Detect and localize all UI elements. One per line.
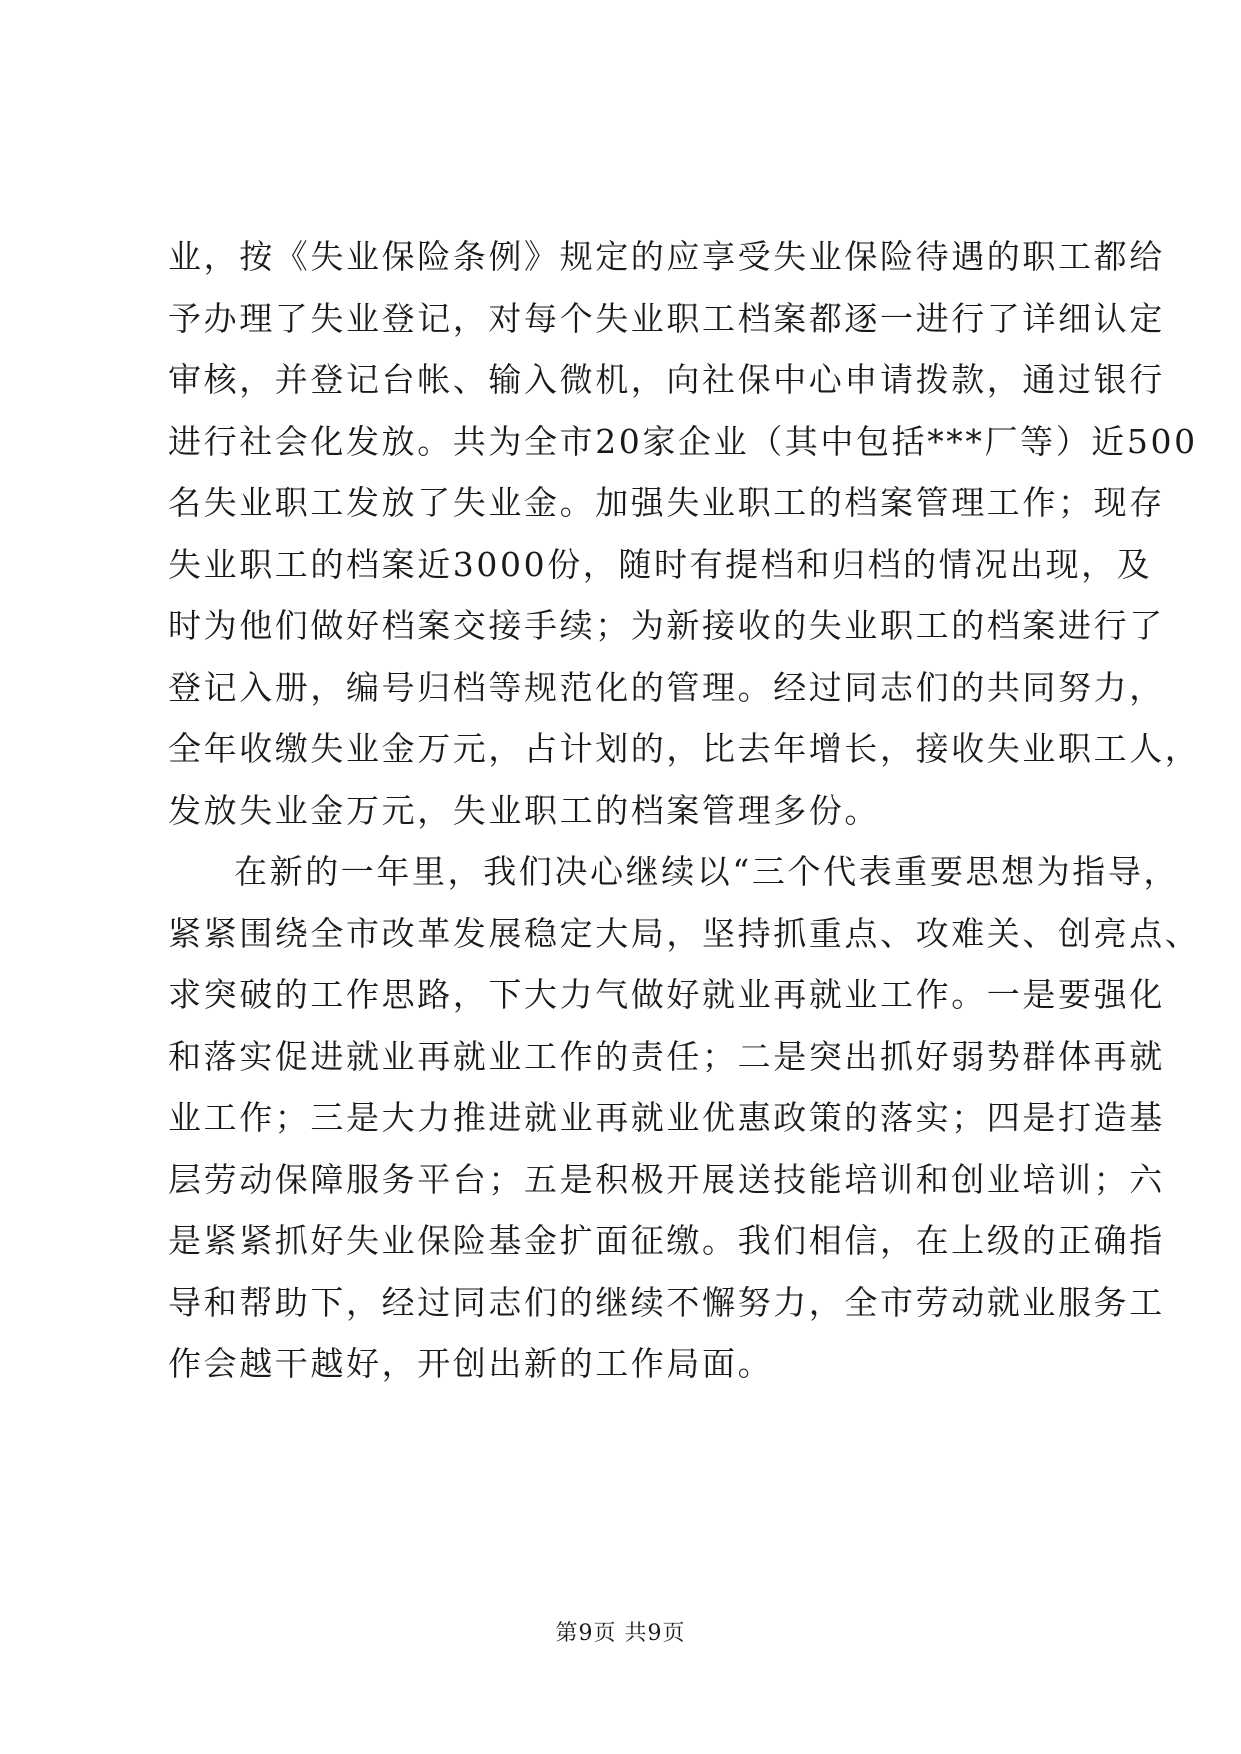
- text-line: 登记入册，编号归档等规范化的管理。经过同志们的共同努力，: [168, 667, 1165, 707]
- text-line: 发放失业金万元，失业职工的档案管理多份。: [168, 790, 880, 830]
- page-number-label: 第9页 共9页: [555, 1621, 686, 1646]
- text-line: 紧紧围绕全市改革发展稳定大局，坚持抓重点、攻难关、创亮点、: [168, 913, 1201, 953]
- text-line: 予办理了失业登记，对每个失业职工档案都逐一进行了详细认定: [168, 298, 1165, 338]
- text-line: 全年收缴失业金万元，占计划的，比去年增长，接收失业职工人，: [168, 729, 1201, 768]
- text-line: 审核，并登记台帐、输入微机，向社保中心申请拨款，通过银行: [168, 360, 1165, 399]
- text-line: 进行社会化发放。共为全市20家企业（其中包括***厂等）近500: [168, 421, 1198, 461]
- text-line: 层劳动保障服务平台；五是积极开展送技能培训和创业培训；六: [168, 1159, 1165, 1199]
- text-line: 时为他们做好档案交接手续；为新接收的失业职工的档案进行了: [168, 606, 1165, 645]
- text-line: 名失业职工发放了失业金。加强失业职工的档案管理工作；现存: [168, 483, 1165, 522]
- text-line: 业工作；三是大力推进就业再就业优惠政策的落实；四是打造基: [168, 1098, 1165, 1137]
- document-body: [168, 226, 1201, 1395]
- paragraph-2: [168, 841, 1201, 1395]
- text-line: 是紧紧抓好失业保险基金扩面征缴。我们相信，在上级的正确指: [168, 1221, 1165, 1260]
- page-footer: [0, 1616, 1241, 1647]
- text-line: 在新的一年里，我们决心继续以“三个代表重要思想为指导，: [234, 852, 1180, 891]
- text-line: 求突破的工作思路，下大力气做好就业再就业工作。一是要强化: [168, 975, 1165, 1014]
- text-line: 失业职工的档案近3000份，随时有提档和归档的情况出现，及: [168, 544, 1153, 584]
- text-line: 业，按《失业保险条例》规定的应享受失业保险待遇的职工都给: [168, 237, 1165, 276]
- text-line: 导和帮助下，经过同志们的继续不懈努力，全市劳动就业服务工: [168, 1282, 1165, 1322]
- text-line: 作会越干越好，开创出新的工作局面。: [168, 1344, 774, 1383]
- text-line: 和落实促进就业再就业工作的责任；二是突出抓好弱势群体再就: [168, 1036, 1165, 1076]
- paragraph-1: [168, 226, 1201, 841]
